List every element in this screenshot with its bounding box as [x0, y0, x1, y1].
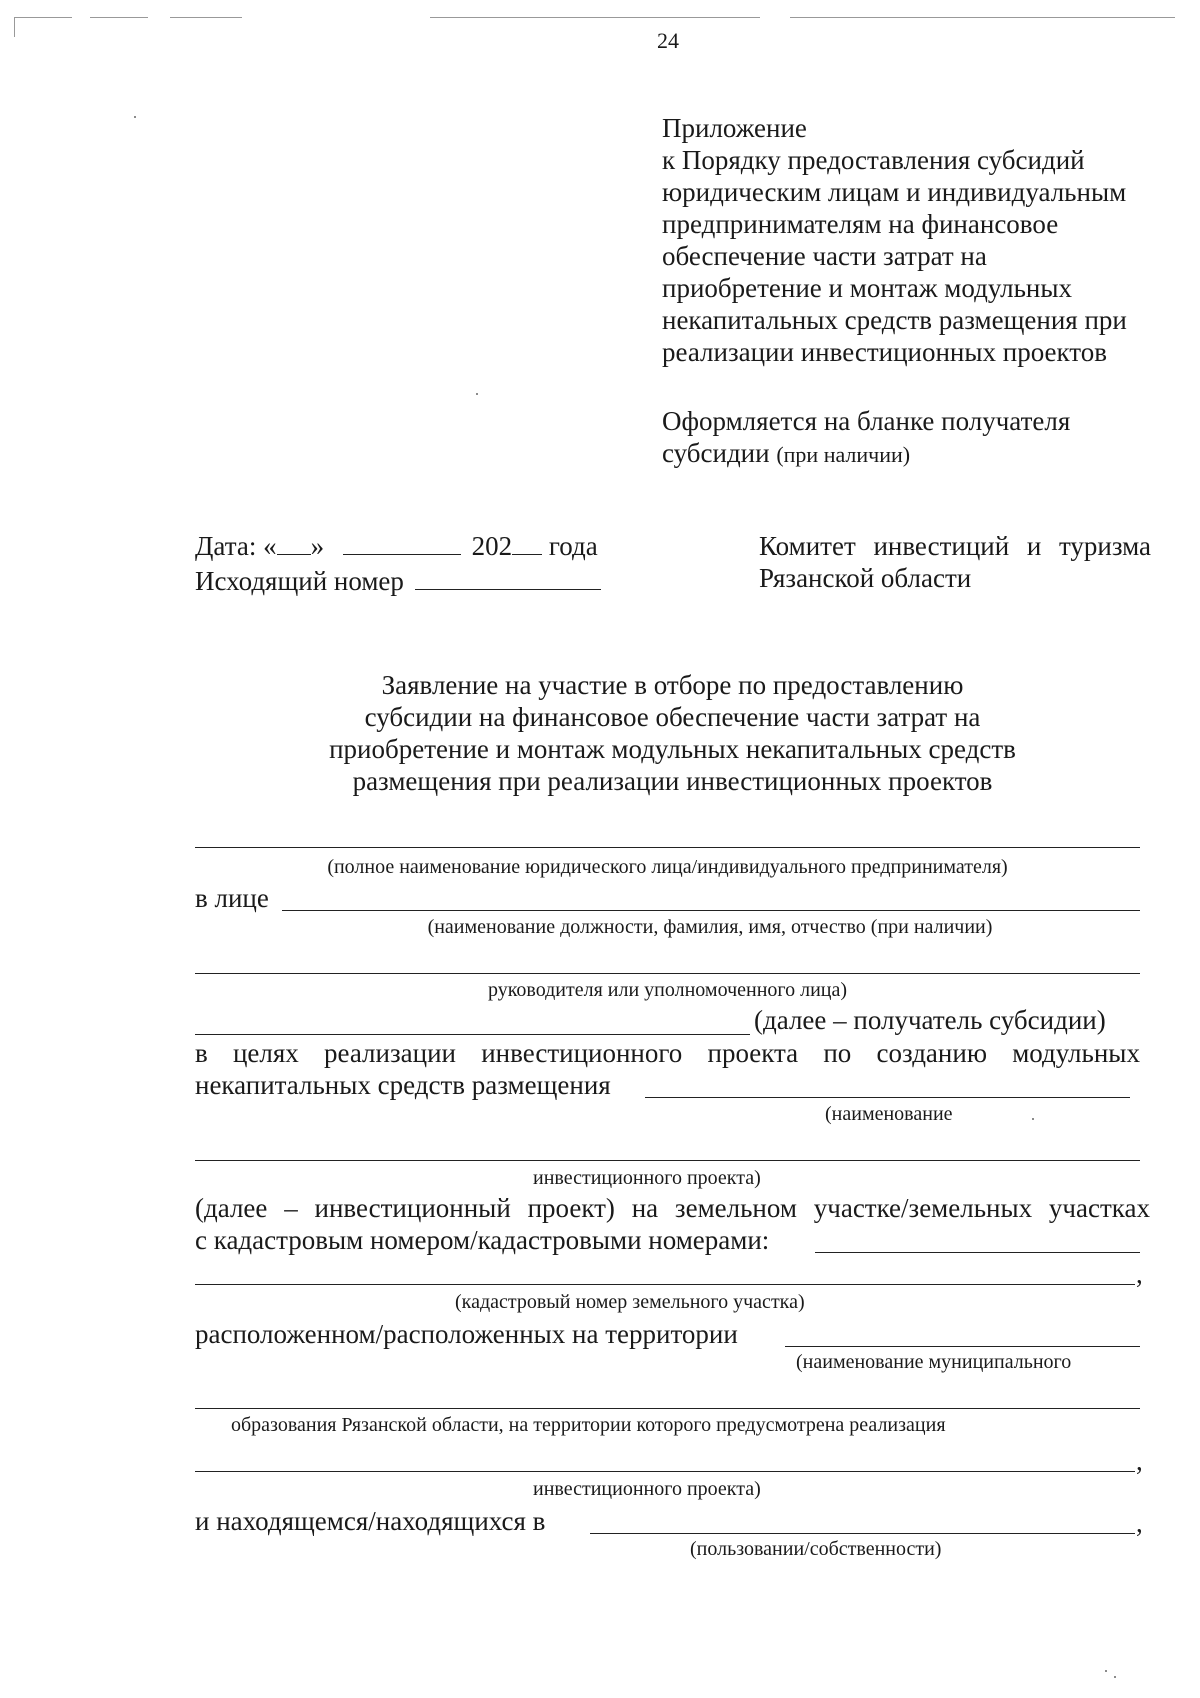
land-line: (далее – инвестиционный проект) на земельном участке/земельных участках — [195, 1193, 1150, 1223]
addressee — [759, 530, 1151, 594]
position-blank-2[interactable] — [195, 973, 1140, 974]
hint-name: (наименование — [825, 1103, 953, 1125]
outgoing-number-blank[interactable] — [415, 565, 601, 590]
blank-note-line: субсидии (при наличии) — [662, 438, 911, 468]
title-line: субсидии на финансовое обеспечение части затрат на — [364, 702, 981, 732]
date-year-blank[interactable] — [512, 530, 542, 555]
comma: , — [1136, 1446, 1143, 1476]
title-line: приобретение и монтаж модульных некапитальных средств — [329, 734, 1016, 764]
municipal-blank-2[interactable] — [195, 1408, 1140, 1409]
appendix-line: обеспечение части затрат на — [662, 241, 987, 271]
title-line: размещения при реализации инвестиционных проектов — [352, 766, 993, 796]
scan-speck — [1105, 1670, 1107, 1672]
date-month-blank[interactable] — [343, 530, 461, 555]
appendix-block — [662, 112, 1127, 368]
recipient-suffix: (далее – получатель субсидии) — [754, 1005, 1106, 1035]
document-title — [195, 669, 1150, 797]
scan-edge-mark — [14, 17, 72, 18]
full-name-blank[interactable] — [195, 847, 1140, 848]
hint-head: руководителя или уполномоченного лица) — [487, 979, 848, 1001]
addressee-line2: Рязанской области — [759, 563, 972, 593]
scan-speck — [1114, 1676, 1116, 1678]
scan-edge-mark — [14, 17, 15, 37]
scan-edge-mark — [430, 17, 760, 18]
cadastral-blank-2[interactable] — [195, 1284, 1135, 1285]
blank-note-line: Оформляется на бланке получателя — [662, 406, 1071, 436]
project-name-blank[interactable] — [645, 1097, 1130, 1098]
cadastral-label: с кадастровым номером/кадастровыми номерами: — [195, 1225, 770, 1255]
appendix-line: к Порядку предоставления субсидий — [662, 145, 1085, 175]
hint-municipal: (наименование муниципального — [796, 1351, 1072, 1373]
territory-label: расположенном/расположенных на территории — [195, 1319, 738, 1349]
hint-project: инвестиционного проекта) — [533, 1167, 761, 1189]
appendix-line: некапитальных средств размещения при — [662, 305, 1127, 335]
in-person-blank[interactable] — [282, 910, 1140, 911]
ownership-blank[interactable] — [590, 1533, 1135, 1534]
scan-speck — [134, 116, 136, 118]
in-person-label: в лице — [195, 883, 269, 913]
appendix-line: реализации инвестиционных проектов — [662, 337, 1107, 367]
hint-cadastral: (кадастровый номер земельного участка) — [455, 1291, 805, 1313]
comma: , — [1136, 1259, 1143, 1289]
municipal-blank-3[interactable] — [195, 1471, 1135, 1472]
purpose-line2: некапитальных средств размещения — [195, 1070, 611, 1100]
scan-speck — [476, 393, 478, 395]
blank-note — [662, 405, 1070, 471]
project-name-blank-2[interactable] — [195, 1160, 1140, 1161]
hint-position: (наименование должности, фамилия, имя, отчество (при наличии) — [427, 916, 993, 938]
purpose-line1: в целях реализации инвестиционного проекта по созданию модульных — [195, 1038, 1140, 1068]
appendix-line: приобретение и монтаж модульных — [662, 273, 1073, 303]
territory-blank[interactable] — [785, 1346, 1140, 1347]
page-number: 24 — [657, 28, 679, 53]
hint-municipal2: образования Рязанской области, на территории которого предусмотрена реализация — [231, 1414, 946, 1436]
scan-edge-mark — [790, 17, 1175, 18]
date-day-blank[interactable] — [277, 530, 311, 555]
hint-ownership: (пользовании/собственности) — [690, 1538, 942, 1560]
comma: , — [1136, 1508, 1143, 1538]
appendix-line: Приложение — [662, 113, 807, 143]
addressee-line1: Комитет инвестиций и туризма — [759, 531, 1151, 561]
scan-speck — [1032, 1118, 1034, 1120]
hint-full-name: (полное наименование юридического лица/индивидуального предпринимателя) — [327, 856, 1008, 878]
scan-edge-mark — [170, 17, 242, 18]
appendix-line: юридическим лицам и индивидуальным — [662, 177, 1127, 207]
recipient-blank[interactable] — [195, 1034, 750, 1035]
date-field: Дата: « » 202 года — [195, 531, 598, 561]
outgoing-number-field: Исходящий номер — [195, 565, 601, 597]
title-line: Заявление на участие в отборе по предоставлению — [381, 670, 964, 700]
ownership-label: и находящемся/находящихся в — [195, 1506, 546, 1536]
hint-project2: инвестиционного проекта) — [533, 1478, 761, 1500]
scan-edge-mark — [90, 17, 148, 18]
appendix-line: предпринимателям на финансовое — [662, 209, 1059, 239]
cadastral-blank[interactable] — [815, 1252, 1140, 1253]
